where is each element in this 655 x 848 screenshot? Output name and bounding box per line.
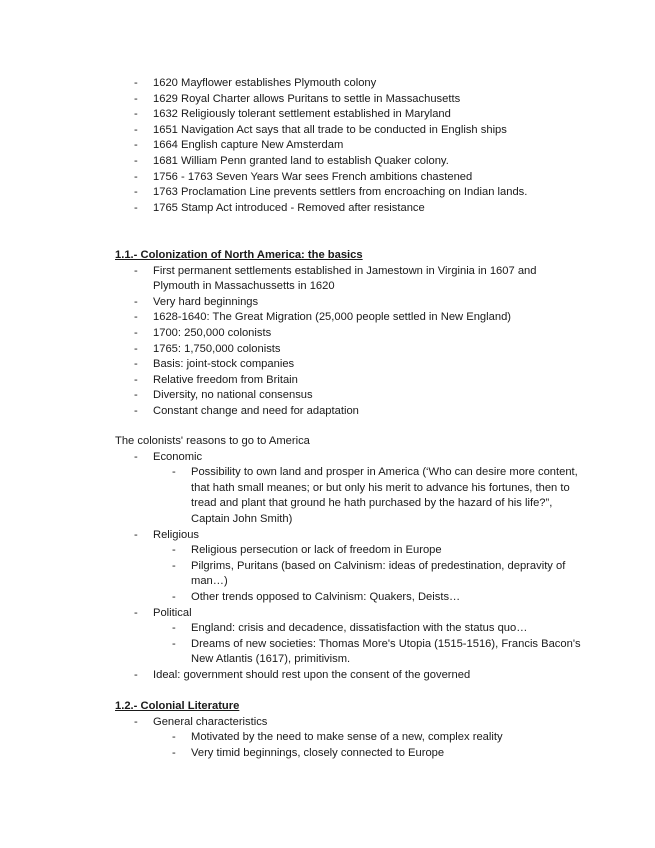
bullet-dash: - [172, 622, 176, 635]
timeline-item-text: 1765 Stamp Act introduced - Removed after resistance [153, 201, 425, 214]
list-item-text: First permanent settlements established in Jamestown in Virginia in 1607 and Plymouth in Massachussetts in 1620 [153, 264, 537, 293]
timeline-item-text: 1681 William Penn granted land to establish Quaker colony. [153, 154, 449, 167]
list-item-text: 1628-1640: The Great Migration (25,000 people settled in New England) [153, 311, 512, 324]
list-item-text: Possibility to own land and prosper in America (‘Who can desire more content, that hath small meanes; or but only his merit to advance his fortunes, then to tread and plant that ground he hath purchased by the hazard of his life?”, Captain John Smith) [191, 466, 578, 525]
list-item [172, 559, 581, 590]
list-item-text: Ideal: government should rest upon the consent of the governed [153, 668, 471, 681]
bullet-dash: - [134, 715, 138, 728]
list-item [134, 326, 568, 342]
bullet-dash: - [134, 606, 138, 619]
timeline-item [134, 170, 568, 186]
reason-economic [134, 450, 568, 466]
list-item [134, 373, 568, 389]
list-item-text: Religious persecution or lack of freedom in Europe [191, 544, 442, 557]
list-item-text: England: crisis and decadence, dissatisfaction with the status quo… [191, 622, 528, 635]
list-item-text: Basis: joint-stock companies [153, 358, 295, 371]
timeline-item-text: 1620 Mayflower establishes Plymouth colony [153, 77, 377, 89]
timeline-item-text: 1632 Religiously tolerant settlement established in Maryland [153, 108, 451, 121]
bullet-dash: - [172, 746, 176, 759]
list-item [172, 465, 581, 527]
list-item-text: Diversity, no national consensus [153, 389, 313, 402]
bullet-dash: - [134, 295, 138, 308]
bullet-dash: - [134, 528, 138, 541]
bullet-dash: - [134, 201, 138, 214]
list-item [134, 404, 568, 420]
list-item [172, 730, 581, 746]
timeline-item-text: 1664 English capture New Amsterdam [153, 139, 344, 152]
timeline-item [134, 123, 568, 139]
bullet-dash: - [134, 264, 138, 277]
reasons-intro: The colonists' reasons to go to America [115, 435, 310, 447]
bullet-dash: - [134, 108, 138, 121]
list-item-text: Pilgrims, Puritans (based on Calvinism: ideas of predestination, depravity of man…) [191, 559, 566, 588]
timeline-item-text: 1763 Proclamation Line prevents settlers from encroaching on Indian lands. [153, 186, 528, 199]
section-heading: 1.1.- Colonization of North America: the basics [115, 249, 363, 261]
list-item-text: 1765: 1,750,000 colonists [153, 342, 281, 355]
bullet-dash: - [134, 404, 138, 417]
bullet-dash: - [134, 154, 138, 167]
bullet-dash: - [172, 559, 176, 572]
bullet-dash: - [172, 466, 176, 479]
section-1-1 [0, 248, 655, 420]
list-item [172, 637, 581, 668]
reason-label: Religious [153, 528, 200, 541]
list-item [172, 621, 581, 637]
list-item-text: Dreams of new societies: Thomas More's Utopia (1515-1516), Francis Bacon's New Atlantis (1617), primitivism. [191, 637, 581, 666]
list-item-text: Other trends opposed to Calvinism: Quakers, Deists… [191, 590, 461, 603]
list-item [134, 310, 568, 326]
bullet-dash: - [134, 139, 138, 152]
list-item-text: 1700: 250,000 colonists [153, 326, 272, 339]
list-item [172, 746, 581, 762]
list-item-text: Very timid beginnings, closely connected to Europe [191, 746, 445, 759]
list-item [134, 357, 568, 373]
list-item [134, 295, 568, 311]
timeline-item [134, 201, 568, 217]
timeline-item [134, 92, 568, 108]
timeline-item [134, 185, 568, 201]
bullet-dash: - [134, 170, 138, 183]
bullet-dash: - [134, 92, 138, 105]
timeline-item-text: 1651 Navigation Act says that all trade to be conducted in English ships [153, 123, 507, 136]
colonists-reasons [0, 434, 655, 684]
timeline-item-text: 1756 - 1763 Seven Years War sees French ambitions chastened [153, 170, 473, 183]
bullet-dash: - [134, 77, 138, 89]
timeline-item [134, 107, 568, 123]
section-1-2 [0, 699, 655, 761]
list-item [134, 264, 568, 295]
bullet-dash: - [172, 590, 176, 603]
bullet-dash: - [134, 450, 138, 463]
bullet-dash: - [134, 373, 138, 386]
reason-political [134, 606, 568, 622]
list-item [134, 388, 568, 404]
bullet-dash: - [172, 544, 176, 557]
bullet-dash: - [172, 731, 176, 744]
timeline-item [134, 154, 568, 170]
bullet-dash: - [172, 637, 176, 650]
list-item-text: Constant change and need for adaptation [153, 404, 359, 417]
bullet-dash: - [134, 326, 138, 339]
section-heading: 1.2.- Colonial Literature [115, 700, 240, 712]
list-item [172, 590, 581, 606]
list-item [172, 543, 581, 559]
general-characteristics [134, 715, 568, 731]
timeline-list [0, 76, 655, 216]
reason-label: Economic [153, 450, 203, 463]
list-item-text: Very hard beginnings [153, 295, 259, 308]
bullet-dash: - [134, 389, 138, 402]
bullet-dash: - [134, 668, 138, 681]
bullet-dash: - [134, 123, 138, 136]
list-item-text: General characteristics [153, 715, 268, 728]
timeline-item-text: 1629 Royal Charter allows Puritans to settle in Massachusetts [153, 92, 461, 105]
list-item [134, 342, 568, 358]
bullet-dash: - [134, 358, 138, 371]
bullet-dash: - [134, 342, 138, 355]
reason-religious [134, 528, 568, 544]
list-item-text: Relative freedom from Britain [153, 373, 298, 386]
reason-label: Political [153, 606, 192, 619]
timeline-item [134, 76, 568, 92]
reason-ideal [134, 668, 568, 684]
bullet-dash: - [134, 186, 138, 199]
list-item-text: Motivated by the need to make sense of a new, complex reality [191, 731, 503, 744]
timeline-item [134, 138, 568, 154]
bullet-dash: - [134, 311, 138, 324]
